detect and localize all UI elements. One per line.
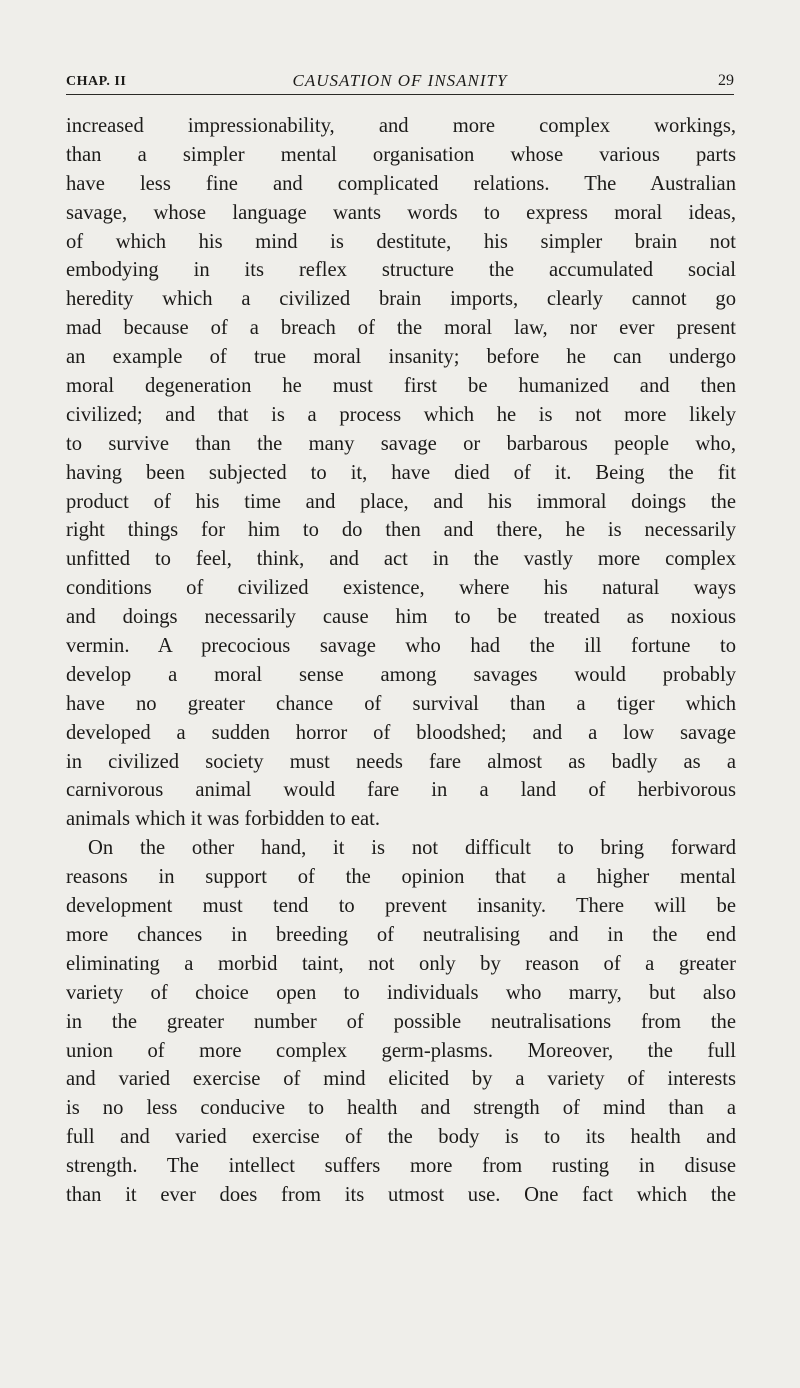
text-line: have no greater chance of survival than a tiger which — [66, 692, 736, 715]
text-line: development must tend to prevent insanity. There will be — [66, 895, 736, 918]
text-line: develop a moral sense among savages would probably — [66, 663, 736, 686]
chapter-label: CHAP. II — [66, 74, 127, 89]
text-line: strength. The intellect suffers more from rusting in disuse — [66, 1155, 736, 1178]
text-line: is no less conducive to health and strength of mind than a — [66, 1097, 736, 1120]
text-line: union of more complex germ-plasms. Moreover, the full — [66, 1039, 736, 1062]
text-line: civilized; and that is a process which he is not more likely — [66, 403, 736, 426]
text-line: carnivorous animal would fare in a land of herbivorous — [66, 779, 736, 802]
text-line: embodying in its reflex structure the accumulated social — [66, 259, 736, 282]
text-line: conditions of civilized existence, where his natural ways — [66, 577, 736, 600]
text-line: of which his mind is destitute, his simpler brain not — [66, 230, 736, 253]
text-line: more chances in breeding of neutralising and in the end — [66, 923, 736, 946]
text-line: and varied exercise of mind elicited by a variety of interests — [66, 1068, 736, 1091]
text-line: unfitted to feel, think, and act in the vastly more complex — [66, 548, 736, 571]
text-line: than it ever does from its utmost use. One fact which the — [66, 1183, 736, 1206]
text-line: to survive than the many savage or barbarous people who, — [66, 432, 736, 455]
text-line: developed a sudden horror of bloodshed; and a low savage — [66, 721, 736, 744]
text-line: in the greater number of possible neutralisations from the — [66, 1010, 736, 1033]
text-line: right things for him to do then and there, he is necessarily — [66, 519, 736, 542]
text-line: savage, whose language wants words to express moral ideas, — [66, 201, 736, 224]
text-line: vermin. A precocious savage who had the ill fortune to — [66, 635, 736, 658]
text-line: and doings necessarily cause him to be treated as noxious — [66, 606, 736, 629]
text-line: reasons in support of the opinion that a higher mental — [66, 866, 736, 889]
text-line: full and varied exercise of the body is to its health and — [66, 1126, 736, 1149]
text-line: On the other hand, it is not difficult to bring forward — [88, 837, 736, 860]
text-line: moral degeneration he must first be humanized and then — [66, 375, 736, 398]
paragraph — [66, 112, 736, 834]
text-line: variety of choice open to individuals who marry, but also — [66, 981, 736, 1004]
text-line: heredity which a civilized brain imports, clearly cannot go — [66, 288, 736, 311]
text-line: eliminating a morbid taint, not only by reason of a greater — [66, 952, 736, 975]
text-line: in civilized society must needs fare almost as badly as a — [66, 750, 736, 773]
paragraph — [66, 834, 736, 1210]
body-text — [66, 112, 736, 1210]
text-line: an example of true moral insanity; before he can undergo — [66, 346, 736, 369]
text-line: animals which it was forbidden to eat. — [66, 808, 380, 831]
text-line: increased impressionability, and more complex workings, — [66, 115, 736, 137]
text-line: have less fine and complicated relations. The Australian — [66, 172, 736, 195]
running-head — [66, 70, 734, 95]
text-line: mad because of a breach of the moral law, nor ever present — [66, 317, 736, 340]
text-line: than a simpler mental organisation whose various parts — [66, 143, 736, 166]
page-number: 29 — [718, 72, 734, 89]
running-title: CAUSATION OF INSANITY — [292, 71, 508, 90]
text-line: having been subjected to it, have died of it. Being the fit — [66, 461, 736, 484]
text-line: product of his time and place, and his immoral doings the — [66, 490, 736, 513]
